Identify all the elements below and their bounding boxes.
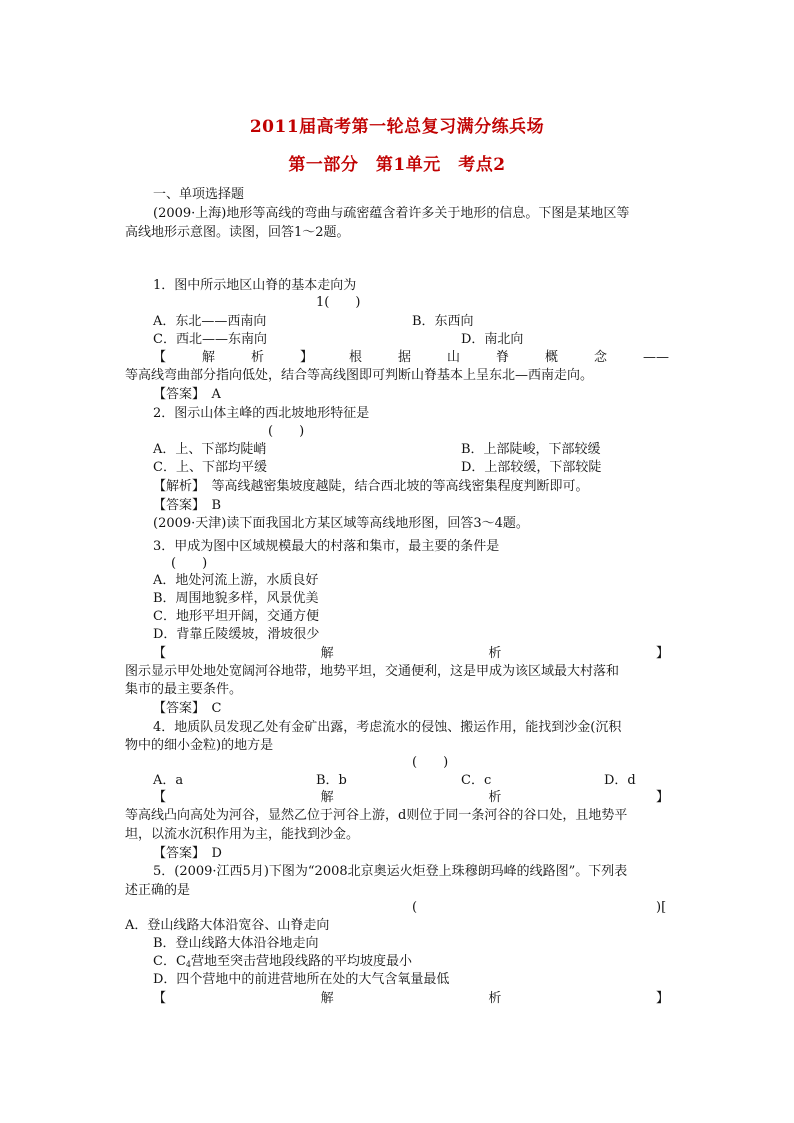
q1-expl-char: 脊 <box>496 350 510 365</box>
q1-expl-char: 析 <box>251 350 265 365</box>
q1-expl-char: 】 <box>300 350 314 365</box>
q5-expl-char: 】 <box>655 991 669 1006</box>
q4-explanation-line3: 坦，以流水沉积作用为主，能找到沙金。 <box>125 827 360 842</box>
intro1-line1: (2009·上海)地形等高线的弯曲与疏密蕴含着许多关于地形的信息。下图是某地区等 <box>153 206 630 221</box>
q2-paren: ( ) <box>268 424 305 439</box>
q2-option-a: A．上、下部均陡峭 <box>153 442 267 457</box>
intro2: (2009·天津)读下面我国北方某区域等高线地形图，回答3～4题。 <box>153 516 529 531</box>
q1-expl-char: 根 <box>349 350 363 365</box>
document-title: 2011届高考第一轮总复习满分练兵场 <box>249 117 545 137</box>
q5-paren-close: )[ <box>656 900 667 915</box>
q3-expl-char: 【 <box>153 646 167 661</box>
q3-paren: ( ) <box>171 556 208 571</box>
q5-option-c-subscript: 4 <box>185 960 191 969</box>
document-subtitle: 第一部分 第1单元 考点2 <box>288 155 506 175</box>
q1-explanation-line2: 等高线弯曲部分指向低处，结合等高线图即可判断山脊基本上呈东北—西南走向。 <box>125 368 594 383</box>
q1-option-d: D．南北向 <box>461 332 524 347</box>
intro1-line2: 高线地形示意图。读图，回答1～2题。 <box>125 225 350 240</box>
q4-option-d: D．d <box>604 773 636 788</box>
q5-option-d: D．四个营地中的前进营地所在处的大气含氧量最低 <box>153 972 450 987</box>
q1-option-c: C．西北——东南向 <box>153 332 267 347</box>
q3-explanation-line2: 图示显示甲处地处宽阔河谷地带，地势平坦，交通便利，这是甲成为该区域最大村落和 <box>125 664 620 679</box>
q4-expl-char: 解 <box>320 790 334 805</box>
q3-answer: 【答案】 C <box>153 701 222 716</box>
q4-option-a: A．a <box>153 773 184 788</box>
q4-expl-char: 析 <box>488 790 502 805</box>
q5-option-c-text: 营地至突击营地段线路的平均坡度最小 <box>191 954 413 969</box>
q5-option-c-prefix: C．C <box>153 954 186 969</box>
q3-explanation-line3: 集市的最主要条件。 <box>125 682 243 697</box>
q4-stem-line1: 4．地质队员发现乙处有金矿出露，考虑流水的侵蚀、搬运作用，能找到沙金(沉积 <box>153 720 622 735</box>
q4-option-c: C．c <box>461 773 492 788</box>
q1-stem: 1．图中所示地区山脊的基本走向为 <box>153 278 357 293</box>
q2-option-b: B．上部陡峻，下部较缓 <box>461 442 601 457</box>
q1-option-a: A．东北——西南向 <box>153 314 267 329</box>
q3-expl-char: 】 <box>655 646 669 661</box>
q4-explanation-line2: 等高线凸向高处为河谷，显然乙位于河谷上游，d则位于同一条河谷的谷口处，且地势平 <box>125 808 628 823</box>
q3-expl-char: 解 <box>320 646 334 661</box>
q5-expl-char: 解 <box>320 991 334 1006</box>
q5-explanation-line1 <box>153 990 669 1007</box>
q1-expl-char: 概 <box>545 350 559 365</box>
q3-option-c: C．地形平坦开阔，交通方便 <box>153 609 319 624</box>
q5-paren-open: ( <box>412 900 418 915</box>
q4-stem-line2: 物中的细小金粒)的地方是 <box>125 738 274 753</box>
q3-option-b: B．周围地貌多样，风景优美 <box>153 591 319 606</box>
q2-answer: 【答案】 B <box>153 498 222 513</box>
q5-option-a: A．登山线路大体沿宽谷、山脊走向 <box>125 918 330 933</box>
q5-expl-char: 析 <box>488 991 502 1006</box>
q2-option-d: D．上部较缓，下部较陡 <box>461 460 602 475</box>
q5-stem-line1: 5．(2009·江西5月)下图为“2008北京奥运火炬登上珠穆朗玛峰的线路图”。下列表 <box>153 864 628 879</box>
q1-expl-char: 山 <box>447 350 461 365</box>
q5-option-c <box>153 953 412 973</box>
q4-expl-char: 】 <box>655 790 669 805</box>
q4-expl-char: 【 <box>153 790 167 805</box>
q1-paren: 1( ) <box>316 295 361 310</box>
q1-option-b: B．东西向 <box>412 314 474 329</box>
q4-paren: ( ) <box>412 755 449 770</box>
q3-stem: 3．甲成为图中区域规模最大的村落和集市，最主要的条件是 <box>153 539 500 554</box>
q5-expl-char: 【 <box>153 991 167 1006</box>
q3-option-d: D．背靠丘陵缓坡，滑坡很少 <box>153 627 320 642</box>
section-heading: 一、单项选择题 <box>153 187 245 202</box>
q1-explanation-line1 <box>153 349 669 366</box>
q4-answer: 【答案】 D <box>153 846 222 861</box>
q1-expl-char: 解 <box>202 350 216 365</box>
q1-expl-char: 【 <box>153 350 167 365</box>
q1-expl-char: 念 <box>594 350 608 365</box>
q3-explanation-line1 <box>153 645 669 662</box>
q2-stem: 2．图示山体主峰的西北坡地形特征是 <box>153 406 370 421</box>
q1-answer: 【答案】 A <box>153 387 221 402</box>
q1-expl-char: —— <box>643 350 669 365</box>
q1-expl-char: 据 <box>398 350 412 365</box>
q4-option-b: B．b <box>316 773 347 788</box>
q5-stem-line2: 述正确的是 <box>125 883 191 898</box>
q2-option-c: C．上、下部均平缓 <box>153 460 267 475</box>
q3-expl-char: 析 <box>488 646 502 661</box>
q4-explanation-line1 <box>153 789 669 806</box>
q2-explanation: 【解析】 等高线越密集坡度越陡，结合西北坡的等高线密集程度判断即可。 <box>153 479 589 494</box>
q5-option-b: B．登山线路大体沿谷地走向 <box>153 936 319 951</box>
q3-option-a: A．地处河流上游，水质良好 <box>153 573 319 588</box>
